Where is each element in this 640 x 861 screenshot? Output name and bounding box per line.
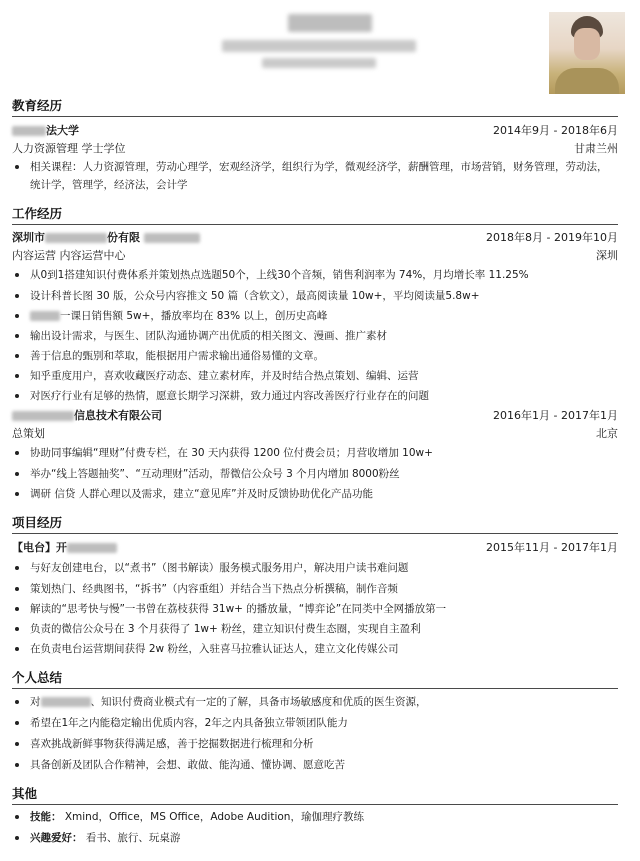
address-blurred [262, 58, 376, 68]
education-subrow [12, 140, 618, 158]
job-1-bullet: 对医疗行业有足够的热情，愿意长期学习深耕，致力通过内容改善医疗行业存在的问题 [30, 387, 620, 405]
contact-blurred [222, 40, 416, 52]
job-2-role: 总策划 [12, 427, 45, 440]
education-courses: 相关课程：人力资源管理，劳动心理学，宏观经济学，组织行为学，微观经济学，薪酬管理，市场营销，财务管理，劳动法， [30, 158, 620, 176]
education-date: 2014年9月 - 2018年6月 [493, 124, 618, 137]
summary-bullet: 喜欢挑战新鲜事物获得满足感，善于挖掘数据进行梳理和分析 [30, 735, 620, 753]
job-1-bullet: 善于信息的甄别和萃取，能根据用户需求输出通俗易懂的文章。 [30, 347, 620, 365]
job-2-location: 北京 [596, 427, 618, 440]
job-2-bullet: 协助同事编辑“理财”付费专栏，在 30 天内获得 1200 位付费会员；月营收增加 10w+ [30, 444, 620, 462]
education-location: 甘肃兰州 [574, 142, 618, 155]
summary-bullet: 希望在1年之内能稳定输出优质内容，2年之内具备独立带领团队能力 [30, 714, 620, 732]
job-2-bullet: 调研 信贷 人群心理以及需求，建立“意见库”并及时反馈协助优化产品功能 [30, 485, 620, 503]
education-courses-cont: 统计学，管理学，经济法，会计学 [30, 179, 188, 191]
skills-line [30, 808, 620, 826]
education-major: 人力资源管理 学士学位 [12, 142, 126, 155]
section-summary-title: 个人总结 [12, 670, 618, 689]
job-1-date: 2018年8月 - 2019年10月 [486, 231, 618, 244]
project-header [12, 539, 618, 557]
skills-label: 技能： [30, 811, 62, 823]
job-2-header [12, 407, 618, 425]
job-1-subrow [12, 247, 618, 265]
summary-bullet: 具备创新及团队合作精神，会想、敢做、能沟通、懂协调、愿意吃苦 [30, 756, 620, 774]
hobby-value: 看书、旅行、玩桌游 [85, 832, 181, 844]
hobby-line [30, 829, 620, 847]
project-bullet: 负责的微信公众号在 3 个月获得了 1w+ 粉丝，建立知识付费生态圈，实现自主盈利 [30, 620, 620, 638]
education-header-row [12, 122, 618, 140]
job-1-bullet: 一课日销售额 5w+，播放率均在 83% 以上，创历史高峰 [30, 307, 620, 325]
name-blurred [288, 14, 372, 32]
job-1-role: 内容运营 内容运营中心 [12, 249, 126, 262]
job-1-bullet: 输出设计需求，与医生、团队沟通协调产出优质的相关图文、漫画、推广素材 [30, 327, 620, 345]
section-education-title: 教育经历 [12, 98, 618, 117]
job-1-bullet: 从0到1搭建知识付费体系并策划热点选题50个，上线30个音频，销售利润率为 74%，月均增长率 11.25% [30, 266, 620, 284]
skills-value: Xmind，Office，MS Office，Adobe Audition，瑜伽理疗教练 [64, 811, 364, 823]
school-name: 法大学 [12, 122, 79, 140]
project-name: 【电台】开 [12, 539, 117, 557]
project-date: 2015年11月 - 2017年1月 [486, 541, 618, 554]
job-1-company: 深圳市 份有限 [12, 229, 200, 247]
job-1-header [12, 229, 618, 247]
project-bullet: 与好友创建电台，以“煮书”（图书解读）服务模式服务用户，解决用户读书难问题 [30, 559, 620, 577]
hobby-label: 兴趣爱好： [30, 832, 83, 844]
project-bullet: 策划热门、经典图书，“拆书”（内容重组）并结合当下热点分析撰稿，制作音频 [30, 580, 620, 598]
job-1-bullet: 知乎重度用户，喜欢收藏医疗动态、建立素材库，并及时结合热点策划、编辑、运营 [30, 367, 620, 385]
project-bullet: 解读的“思考快与慢”一书曾在荔枝获得 31w+ 的播放量，“博弈论”在同类中全网播放第一 [30, 600, 620, 618]
job-1-bullet: 设计科普长图 30 版，公众号内容推文 50 篇（含软文），最高阅读量 10w+，平均阅读量5.8w+ [30, 287, 620, 305]
job-2-subrow [12, 425, 618, 443]
profile-photo [549, 12, 625, 94]
job-2-date: 2016年1月 - 2017年1月 [493, 409, 618, 422]
job-2-company: 信息技术有限公司 [12, 407, 162, 425]
section-other-title: 其他 [12, 786, 618, 805]
job-2-bullet: 举办“线上答题抽奖”、“互动理财”活动，帮微信公众号 3 个月内增加 8000粉丝 [30, 465, 620, 483]
job-1-location: 深圳 [596, 249, 618, 262]
section-work-title: 工作经历 [12, 206, 618, 225]
section-project-title: 项目经历 [12, 515, 618, 534]
summary-bullet: 对 、知识付费商业模式有一定的了解，具备市场敏感度和优质的医生资源， [30, 693, 620, 711]
project-bullet: 在负责电台运营期间获得 2w 粉丝，入驻喜马拉雅认证达人，建立文化传媒公司 [30, 640, 620, 658]
